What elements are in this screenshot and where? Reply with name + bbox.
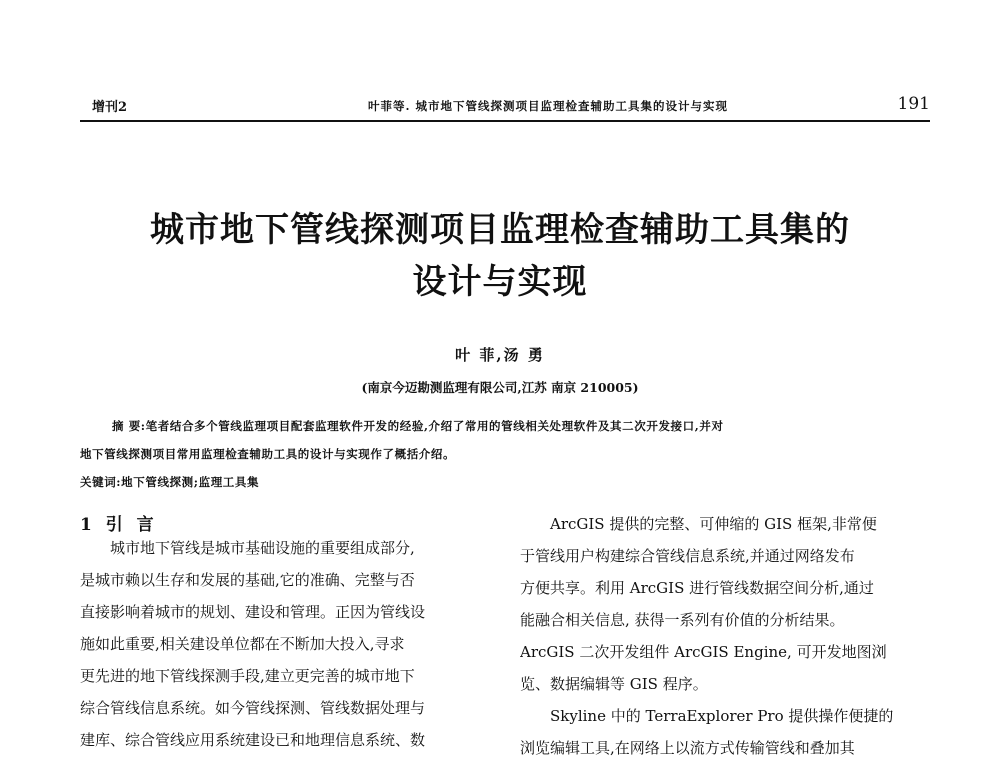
body-line: 于管线用户构建综合管线信息系统,并通过网络发布 — [520, 547, 855, 565]
body-line: Skyline 中的 TerraExplorer Pro 提供操作便捷的 — [550, 707, 894, 725]
body-line: 方便共享。利用 ArcGIS 进行管线数据空间分析,通过 — [520, 579, 874, 597]
left-column — [80, 510, 492, 760]
right-column — [520, 512, 932, 768]
body-line: 直接影响着城市的规划、建设和管理。正因为管线设 — [80, 603, 426, 621]
paper-title-line2: 设计与实现 — [412, 262, 588, 302]
body-line: 建库、综合管线应用系统建设已和地理信息系统、数 — [80, 731, 426, 749]
paper-title-line1: 城市地下管线探测项目监理检查辅助工具集的 — [150, 210, 850, 250]
header-rule — [80, 120, 930, 122]
abstract-line2: 地下管线探测项目常用监理检查辅助工具的设计与实现作了概括介绍。 — [80, 447, 456, 461]
page-number: 191 — [897, 94, 930, 114]
authors: 叶 菲,汤 勇 — [455, 346, 545, 364]
body-line: 览、数据编辑等 GIS 程序。 — [520, 675, 708, 693]
abstract-line1: 摘 要:笔者结合多个管线监理项目配套监理软件开发的经验,介绍了常用的管线相关处理软件及其二次开发接口,并对 — [112, 419, 724, 433]
body-line: 是城市赖以生存和发展的基础,它的准确、完整与否 — [80, 571, 415, 589]
body-line: 浏览编辑工具,在网络上以流方式传输管线和叠加其 — [520, 739, 855, 757]
affiliation: (南京今迈勘测监理有限公司,江苏 南京 210005) — [361, 380, 639, 395]
keywords: 关键词:地下管线探测;监理工具集 — [80, 475, 260, 489]
body-line: ArcGIS 提供的完整、可伸缩的 GIS 框架,非常便 — [550, 515, 877, 533]
journal-issue: 增刊2 — [92, 100, 128, 115]
body-line: 综合管线信息系统。如今管线探测、管线数据处理与 — [80, 699, 426, 717]
running-title: 叶菲等. 城市地下管线探测项目监理检查辅助工具集的设计与实现 — [368, 99, 729, 113]
body-line: 城市地下管线是城市基础设施的重要组成部分, — [110, 539, 415, 557]
body-line: 施如此重要,相关建设单位都在不断加大投入,寻求 — [80, 635, 405, 653]
body-line: 能融合相关信息, 获得一系列有价值的分析结果。 — [520, 611, 845, 629]
body-line: ArcGIS 二次开发组件 ArcGIS Engine, 可开发地图浏 — [520, 643, 887, 661]
body-line: 更先进的地下管线探测手段,建立更完善的城市地下 — [80, 667, 415, 685]
section-heading: 1 引 言 — [80, 515, 158, 535]
running-header — [80, 92, 930, 116]
